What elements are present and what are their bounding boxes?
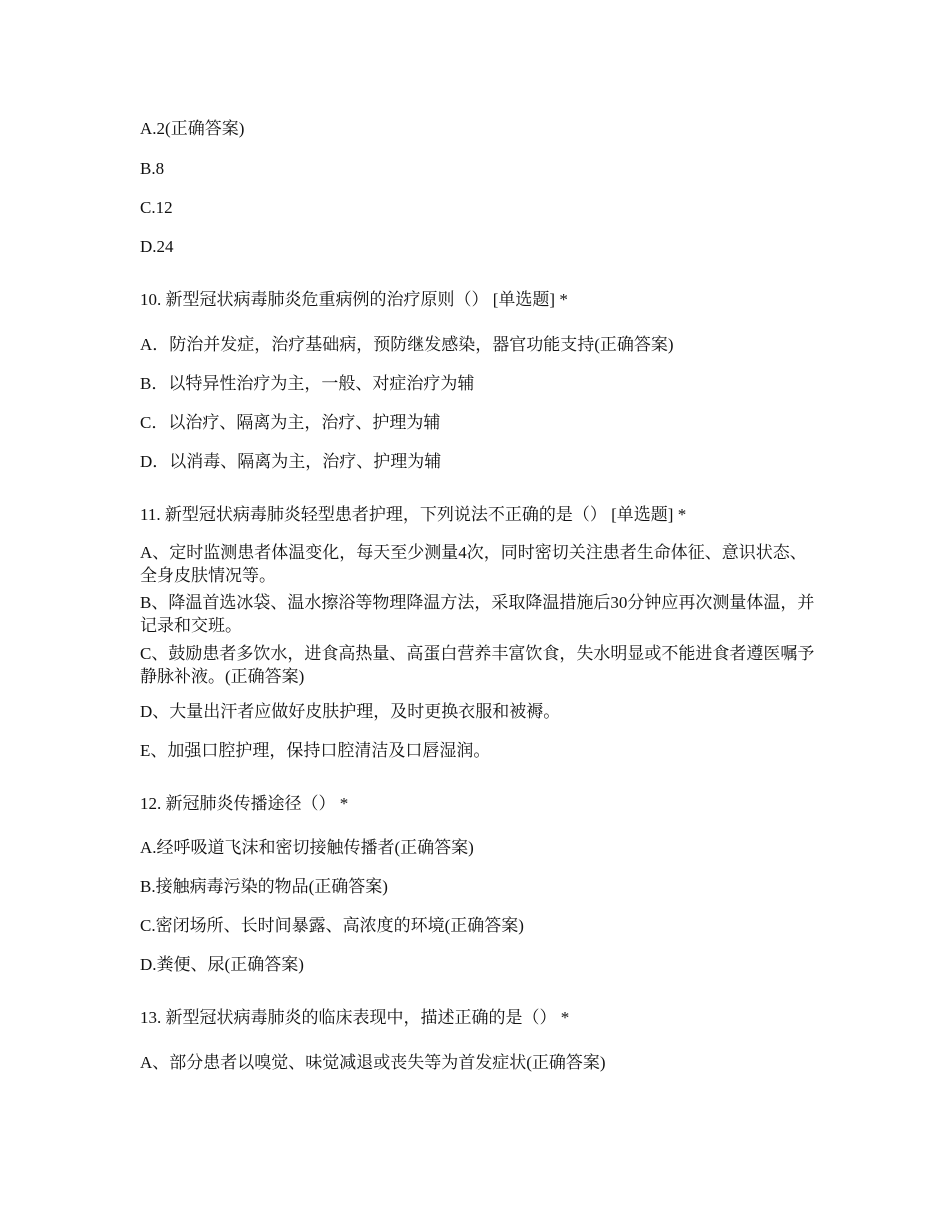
q9-option-a: A.2(正确答案) bbox=[140, 119, 245, 138]
q10-option-a: A．防治并发症，治疗基础病，预防继发感染，器官功能支持(正确答案) bbox=[140, 335, 674, 354]
q10-option-c: C．以治疗、隔离为主，治疗、护理为辅 bbox=[140, 413, 441, 432]
q11-option-b: B、降温首选冰袋、温水擦浴等物理降温方法，采取降温措施后30分钟应再次测量体温，并记录和交班。 bbox=[140, 593, 815, 635]
document-page bbox=[140, 0, 820, 1230]
q9-option-c: C.12 bbox=[140, 198, 173, 217]
q9-option-d: D.24 bbox=[140, 237, 174, 256]
q10-option-d: D．以消毒、隔离为主，治疗、护理为辅 bbox=[140, 452, 442, 471]
q12-option-b: B.接触病毒污染的物品(正确答案) bbox=[140, 877, 388, 896]
q12-option-d: D.粪便、尿(正确答案) bbox=[140, 955, 304, 974]
q11-option-e: E、加强口腔护理，保持口腔清洁及口唇湿润。 bbox=[140, 741, 491, 760]
q10-option-b: B．以特异性治疗为主，一般、对症治疗为辅 bbox=[140, 374, 475, 393]
q12-question: 12. 新冠肺炎传播途径（） * bbox=[140, 794, 349, 813]
q12-option-c: C.密闭场所、长时间暴露、高浓度的环境(正确答案) bbox=[140, 916, 524, 935]
q10-question: 10. 新型冠状病毒肺炎危重病例的治疗原则（） [单选题] * bbox=[140, 290, 568, 309]
q11-option-a: A、定时监测患者体温变化，每天至少测量4次，同时密切关注患者生命体征、意识状态、全身皮肤情况等。 bbox=[140, 543, 807, 585]
q12-option-a: A.经呼吸道飞沫和密切接触传播者(正确答案) bbox=[140, 838, 474, 857]
q9-option-b: B.8 bbox=[140, 159, 165, 178]
q13-option-a: A、部分患者以嗅觉、味觉减退或丧失等为首发症状(正确答案) bbox=[140, 1053, 606, 1072]
q13-question: 13. 新型冠状病毒肺炎的临床表现中，描述正确的是（） * bbox=[140, 1008, 570, 1027]
q11-question: 11. 新型冠状病毒肺炎轻型患者护理，下列说法不正确的是（） [单选题] * bbox=[140, 505, 687, 524]
q11-option-c: C、鼓励患者多饮水，进食高热量、高蛋白营养丰富饮食，失水明显或不能进食者遵医嘱予静脉补液。(正确答案) bbox=[140, 644, 815, 686]
q11-option-d: D、大量出汗者应做好皮肤护理，及时更换衣服和被褥。 bbox=[140, 702, 561, 721]
